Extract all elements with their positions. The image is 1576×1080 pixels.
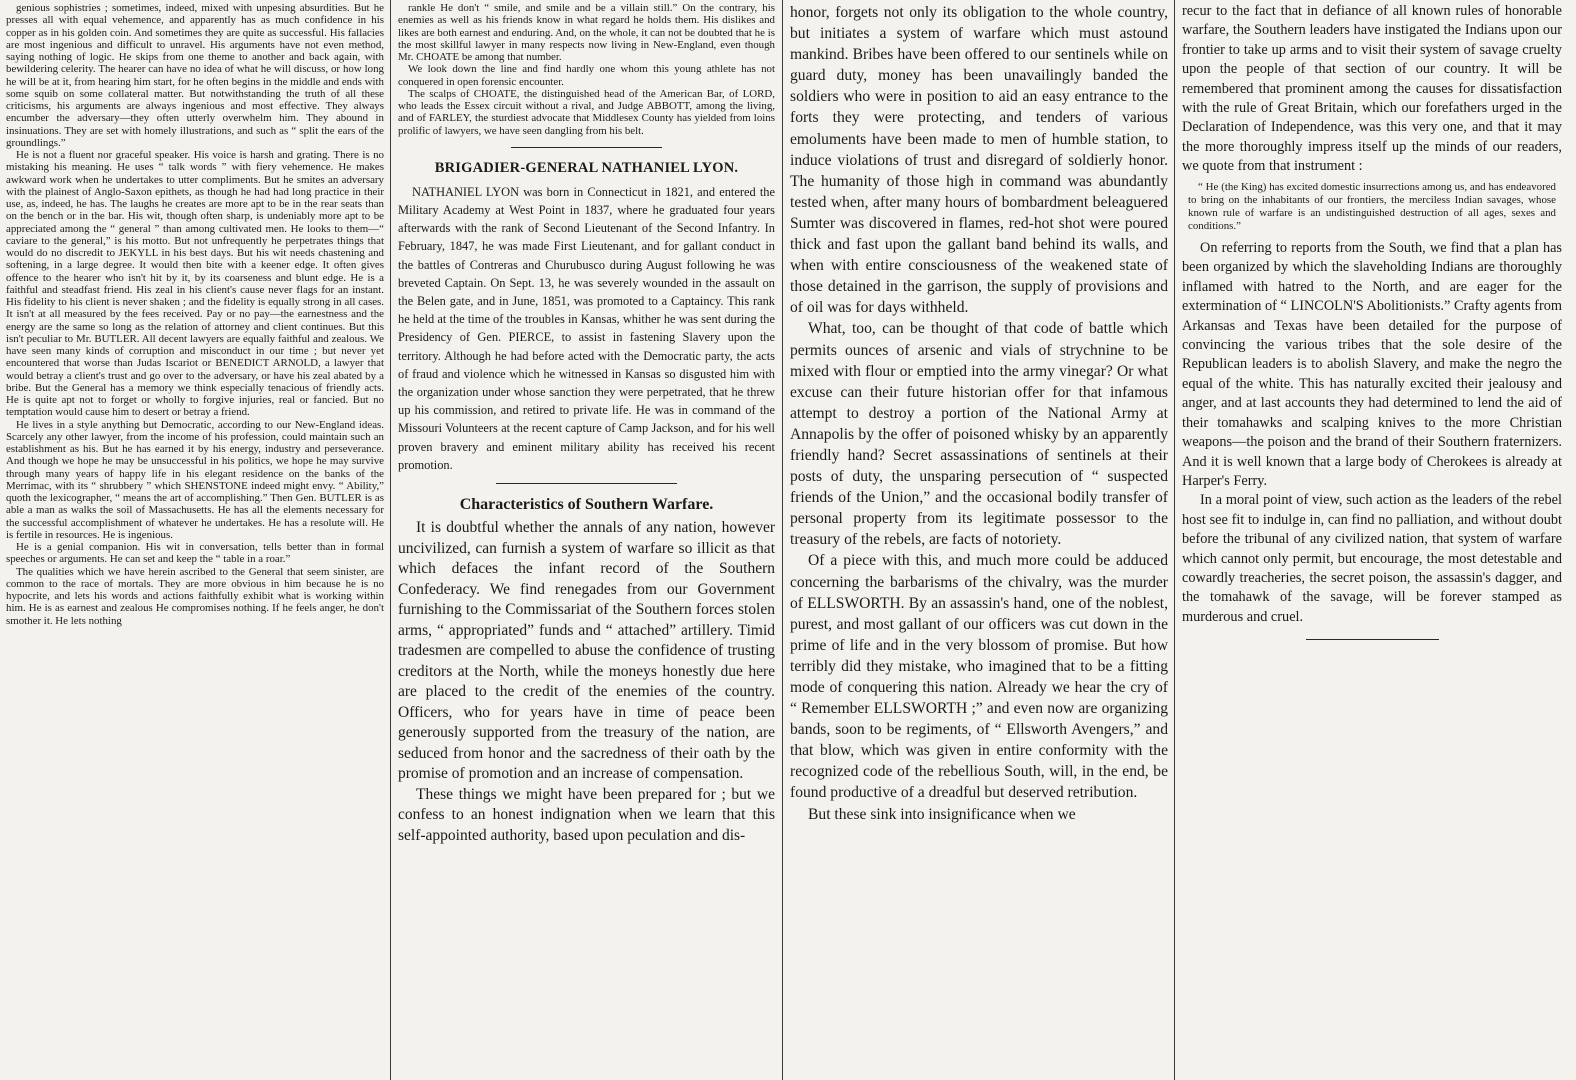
lyon-paragraph: NATHANIEL LYON was born in Connecticut in 1821, and entered the Military Academy at West Point in 1837, where he graduated four years afterwards with the rank of Second Lieutenant of the Second Infantry. In February, 1847, he was made First Lieutenant, and for gallant conduct in the battles of Contreras and Churubusco during August following he was breveted Captain. On Sept. 13, he was severely wounded in the assault on the Belen gate, and in June, 1851, was promoted to a Captaincy. This rank he held at the time of the troubles in Kansas, whither he was sent during the Presidency of Gen. PIERCE, to assist in fastening Slavery upon the territory. Although he had before acted with the Democratic party, the acts of fraud and violence which he witnessed in Kansas so disgusted him with the organization under whose sanction they were perpetrated, that he threw up his commission, and retired to private life. He was in command of the Missouri Volunteers at the recent capture of Camp Jackson, and for his well proven bravery and eminent military ability has received his recent promotion. bbox=[398, 184, 775, 472]
col2-paragraph-1: rankle He don't “ smile, and smile and be a villain still.” On the contrary, his enemies as well as his friends know in what regard he holds them. His dislikes and likes are both earnest and enduring. And, on the whole, it can not be doubted that he is the most skillful lawyer in many respects now living in New-England, even though Mr. CHOATE be among that number. bbox=[398, 2, 775, 63]
col1-paragraph-3: He lives in a style anything but Democratic, according to our New-England ideas. Scarcely any other lawyer, from the income of his profession, could maintain such an establishment as his. But he has earned it by his energy, industry and perseverance. And though we hope he may be unsuccessful in his politics, we hope he may survive through many years of happy life in his elegant residence on the banks of the Merrimac, with its “ shrubbery ” which SHENSTONE indeed might envy. “ Ability,” quoth the lexicographer, “ means the art of accomplishing.” Then Gen. BUTLER is as able a man as walks the soil of Massachusetts. He has all the elements necessary for the successful accomplishment of whatever he undertakes. He has a resolute will. He is fertile in resources. He is ingenious. bbox=[6, 418, 384, 541]
warfare-article bbox=[398, 518, 775, 846]
lyon-article bbox=[398, 183, 775, 474]
col3-paragraph-4: But these sink into insignificance when we bbox=[808, 805, 1076, 823]
column-divider bbox=[390, 0, 391, 1080]
col3-paragraph-2: What, too, can be thought of that code of battle which permits ounces of arsenic and vials of strychnine to be mixed with flour or emptied into the army vinegar? Or what excuse can their future historian offer for that infamous attempt to destroy a portion of the National Army at Annapolis by the offer of poisoned whisky by an apparently friendly hand? Secret assassinations of sentinels at their posts of duty, the unsparing persecution of “ suspected friends of the Union,” and the occasional bodily transfer of personal property from its legitimate possessor to the treasury of the rebels, are facts of notoriety. bbox=[790, 320, 1168, 549]
col1-paragraph-4: He is a genial companion. His wit in conversation, tells better than in formal speeches or arguments. He can set and keep the “ table in a roar.” bbox=[6, 541, 384, 566]
column-divider bbox=[1174, 0, 1175, 1080]
col2-paragraph-2: We look down the line and find hardly one whom this young athlete has not conquered in open forensic encounter. bbox=[398, 63, 775, 88]
col4-paragraph-2: On referring to reports from the South, we find that a plan has been organized by which the slaveholding Indians are thoroughly inflamed with hatred to the North, and are eager for the extermination of “ LINCOLN'S Abolitionists.” Crafty agents from Arkansas and Texas have been detailed for the purpose of convincing the various tribes that the sole desire of the Republican leaders is to abolish Slavery, and make the negro the equal of the white. This has naturally excited their jealousy and anger, and at last accounts they had determined to lend the aid of their tomahawks and scalping knives to the more Christian weapons—the poison and the brand of their Southern fraternizers. And it is well known that a large body of Cherokees is already at Harper's Ferry. bbox=[1182, 240, 1562, 489]
declaration-quote: “ He (the King) has excited domestic insurrections among us, and has endeavored to bring on the inhabitants of our frontiers, the merciless Indian savages, whose known rule of warfare is an undistinguished destruction of all ages, sexes and conditions.” bbox=[1188, 180, 1556, 232]
col1-paragraph-5: The qualities which we have herein ascribed to the General that seem sinister, are common to the race of mortals. They are more obvious in him because he is no hypocrite, and lets his words and actions faithfully exhibit what is working within him. He is as earnest and zealous He compromises nothing. If he feels anger, he don't smother it. He lets nothing bbox=[6, 565, 384, 627]
section-rule bbox=[511, 147, 662, 148]
column-2 bbox=[392, 0, 781, 1080]
col4-paragraph-3: In a moral point of view, such action as the leaders of the rebel host see fit to indulge in, can find no palliation, and without doubt before the tribunal of any civilized nation, that system of warfare which cannot only permit, but encourage, the most detestable and cowardly treacheries, the secret poison, the assassin's dagger, and the tomahawk of the savage, will be forever stamped as murderous and cruel. bbox=[1182, 492, 1562, 625]
end-rule bbox=[1306, 639, 1439, 640]
col1-paragraph-1: genious sophistries ; sometimes, indeed, mixed with unpesing absurdities. But he presses all with equal vehemence, and apparently has as much confidence in his copper as in his golden coin. And sometimes they are quite as successful. His fallacies are most ingenious and difficult to unravel. His arguments have not even method, saying nothing of logic. He skips from one theme to another and back again, with bewildering celerity. The hearer can have no idea of what he will discuss, or how long he will be at it, from hearing him start, for he often begins in the middle and ends with some squib on some collateral matter. But notwithstanding the truth of all these criticisms, his arguments are always ingenious and most effective. They always encumber the adversary—they often utterly overwhelm him. They abound in insinuations. They are set with homely illustrations, and such as “ split the ears of the groundlings.” bbox=[6, 2, 384, 149]
butler-article-continuation bbox=[398, 2, 775, 137]
warfare-heading: Characteristics of Southern Warfare. bbox=[459, 496, 714, 513]
col3-paragraph-1: honor, forgets not only its obligation to the whole country, but initiates a system of warfare which must astound mankind. Bribes have been offered to our sentinels while on guard duty, money has been unavailingly banded the soldiers who were in position to aid an easy entrance to the forts they were protecting, and tenders of various emoluments have been made to men of humble station, to induce violations of trust and disregard of soldierly honor. The humanity of those high in command was abundantly tested when, after many hours of bombardment beleaguered Sumter was discovered in flames, red-hot shot were poured thick and fast upon the gallant band behind its walls, and when with entire consciousness of the weakened state of those detained in the garrison, the supply of provisions and of oil was for days withheld. bbox=[790, 4, 1168, 317]
warfare-paragraph-1: It is doubtful whether the annals of any nation, however uncivilized, can furnish a system of warfare so illicit as that which defaces the infant record of the Southern Confederacy. We find renegades from our Government furnishing to the Commissariat of the Southern forces stolen arms, “ appropriated” funds and “ attached” artillery. Timid tradesmen are compelled to abuse the confidence of trusting creditors at the North, while the moneys honestly due here are placed to the credit of the enemies of the country. Officers, who for years have in time of peace been generously supported from the treasury of the nation, are seduced from honor and the sacredness of their oath by the promise of promotion and an increase of compensation. bbox=[398, 519, 775, 782]
col2-paragraph-3: The scalps of CHOATE, the distinguished head of the American Bar, of LORD, who leads the Essex circuit without a rival, and Judge ABBOTT, among the living, and of FARLEY, the sturdiest advocate that Middlesex County has yielded from loins prolific of lawyers, we have seen dangling from his belt. bbox=[398, 87, 775, 137]
column-divider bbox=[782, 0, 783, 1080]
column-3 bbox=[784, 0, 1174, 1080]
column-4 bbox=[1176, 0, 1568, 1080]
warfare-paragraph-2: These things we might have been prepared for ; but we confess to an honest indignation when we learn that this self-appointed authority, based upon peculation and dis- bbox=[398, 785, 775, 844]
col3-paragraph-3: Of a piece with this, and much more could be adduced concerning the barbarisms of the chivalry, was the murder of ELLSWORTH. By an assassin's hand, one of the noblest, purest, and most gallant of our officers was cut down in the prime of life and in the very blossom of promise. But how terribly did they mistake, who imagined that to be a fitting mode of conquering this nation. Already we hear the cry of “ Remember ELLSWORTH ;” and even now are organizing bands, soon to be regiments, of “ Ellsworth Avengers,” and that blow, which was given in entire conformity with the recognized code of the rebellious South, will, in the end, be found productive of a dreadful but deserved retribution. bbox=[790, 552, 1168, 802]
col1-paragraph-2: He is not a fluent nor graceful speaker. His voice is harsh and grating. There is no mistaking his meaning. He uses “ talk words ” with fiery vehemence. He makes awkward work when he undertakes to utter compliments. But he smites an adversary with the plainest of Anglo-Saxon epithets, as though he had had long practice in their use, as, indeed, he has. The laughs he creates are more apt to be in the rear seats than on the bench or in the bar. His wit, though often sharp, is undeniably more apt to be appreciated among the “ general ” than among cultivated men. He looks to them—“ caviare to the general,” is his motto. But not unfrequently he perpetrates things that would do no discredit to JEKYLL in his best days. But his wit needs chastening and softening, in a large degree. It would then bite with a keener edge. It often gives offence to the hearer who isn't hit by it, by its coarseness and blunt edge. He is a faithful and steadfast friend. His zeal in his client's cause never flags for an instant. His fidelity to his client is never shaken ; and the fidelity is equally strong in all cases. It isn't at all measured by the fees received. Pay or no pay—the earnestness and the energy are the same so long as the relation of attorney and client continues. But this isn't peculiar to Mr. BUTLER. All decent lawyers are equally faithful and zealous. We have seen many kinds of corruption and misconduct in our time ; but never yet encountered that worse than Judas Iscariot or BENEDICT ARNOLD, a lawyer that would betray a client's trust and go over to the adversary, or have his zeal abated by a bribe. But the General has a memory we think especially tenacious of friendly acts. He is quite apt not to forget or wholly to forgive injuries, real or fancied. But no temptation would cause him to desert or betray a friend. bbox=[6, 149, 384, 419]
col4-paragraph-1: recur to the fact that in defiance of all known rules of honorable warfare, the Southern leaders have instigated the Indians upon our frontier to take up arms and to visit their system of savage cruelty upon the people of that section of our country. It will be remembered that prominent among the causes for dissatisfaction with the rule of Great Britain, which our forefathers urged in the Declaration of Independence, was this very one, and that it may the more thoroughly impress itself up the minds of our readers, we quote from that instrument : bbox=[1182, 3, 1562, 175]
lyon-heading: BRIGADIER-GENERAL NATHANIEL LYON. bbox=[434, 159, 739, 176]
section-rule bbox=[496, 483, 677, 484]
column-1 bbox=[0, 0, 390, 1080]
